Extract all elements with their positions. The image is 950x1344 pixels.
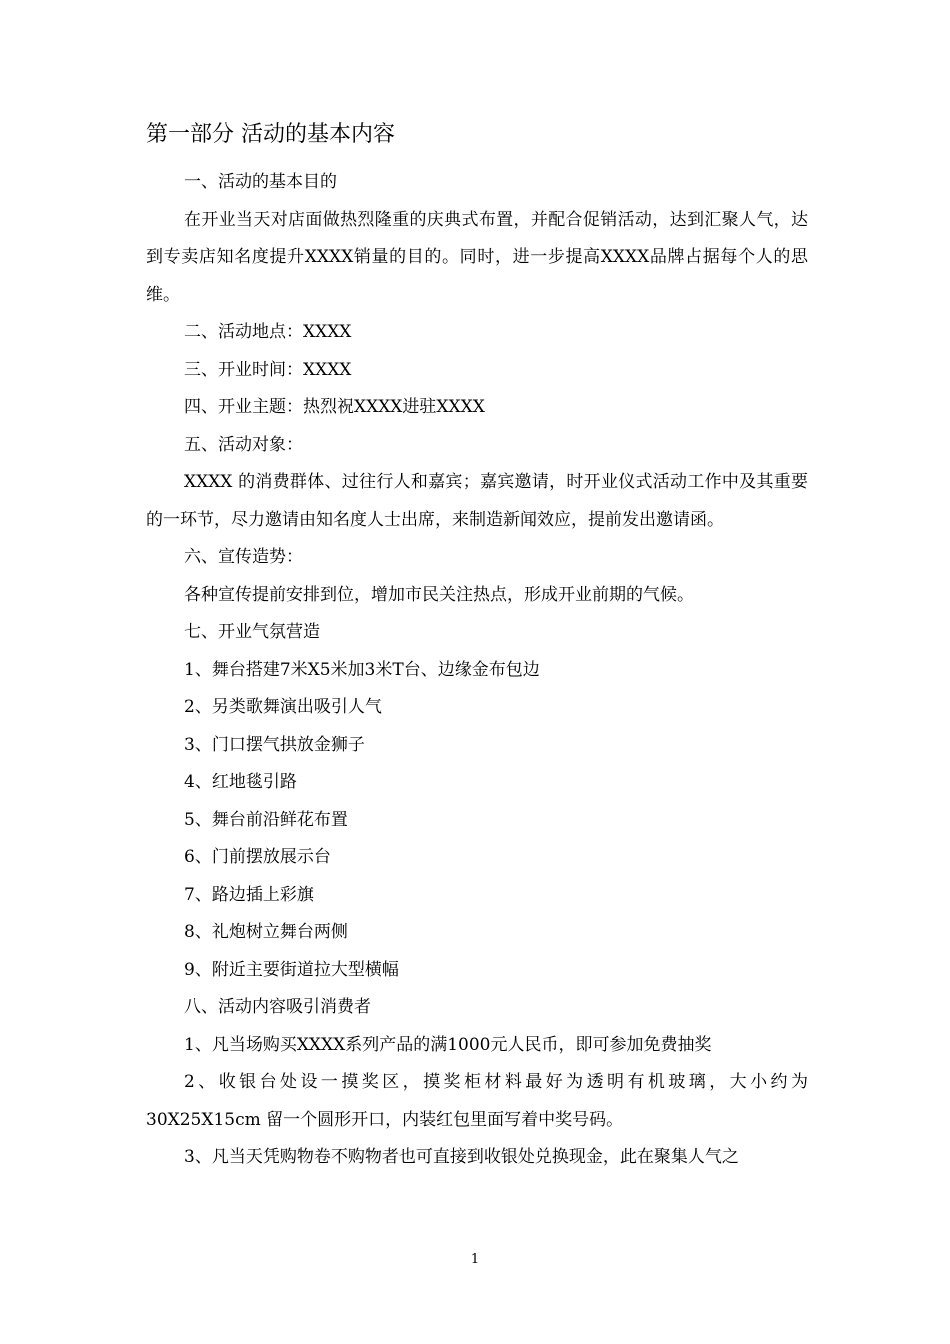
section-7-item-3: 3、门口摆气拱放金狮子 [184,734,365,755]
section-7-item-1: 1、舞台搭建7米X5米加3米T台、边缘金布包边 [184,659,540,680]
section-7-item-9: 9、附近主要街道拉大型横幅 [184,959,399,980]
section-8-item-2: 2、收银台处设一摸奖区，摸奖柜材料最好为透明有机玻璃，大小约为30X25X15cm 留一个圆形开口，内装红包里面写着中奖号码。 [146,1072,808,1130]
page-number: 1 [470,1252,480,1267]
section-7-item-7: 7、路边插上彩旗 [184,884,314,905]
section-8-title: 八、活动内容吸引消费者 [184,997,371,1017]
section-2-location: 二、活动地点：XXXX [184,322,352,342]
section-8-item-3: 3、凡当天凭购物卷不购物者也可直接到收银处兑换现金，此在聚集人气之 [184,1147,739,1167]
section-7-item-4: 4、红地毯引路 [184,772,297,792]
section-7-item-8: 8、礼炮树立舞台两侧 [184,922,348,942]
section-1-title: 一、活动的基本目的 [184,172,337,192]
section-6-title: 六、宣传造势： [184,547,303,567]
section-7-item-2: 2、另类歌舞演出吸引人气 [184,697,382,717]
section-5-title: 五、活动对象： [184,434,303,455]
section-8-item-1: 1、凡当场购买XXXX系列产品的满1000元人民币，即可参加免费抽奖 [184,1034,712,1055]
section-7-item-5: 5、舞台前沿鲜花布置 [184,809,348,830]
page-heading: 第一部分 活动的基本内容 [146,122,395,147]
section-6-body: 各种宣传提前安排到位，增加市民关注热点，形成开业前期的气候。 [184,584,694,605]
section-3-time: 三、开业时间：XXXX [184,359,352,380]
section-1-body: 在开业当天对店面做热烈隆重的庆典式布置，并配合促销活动，达到汇聚人气，达到专卖店知名度提升XXXX销量的目的。同时，进一步提高XXXX品牌占据每个人的思维。 [146,209,808,305]
document-body [146,164,808,1177]
section-7-title: 七、开业气氛营造 [184,622,320,642]
section-5-body: XXXX 的消费群体、过往行人和嘉宾；嘉宾邀请，时开业仪式活动工作中及其重要的一环节，尽力邀请由知名度人士出席，来制造新闻效应，提前发出邀请函。 [146,472,808,530]
section-7-item-6: 6、门前摆放展示台 [184,847,331,867]
section-4-theme: 四、开业主题：热烈祝XXXX进驻XXXX [184,397,485,417]
